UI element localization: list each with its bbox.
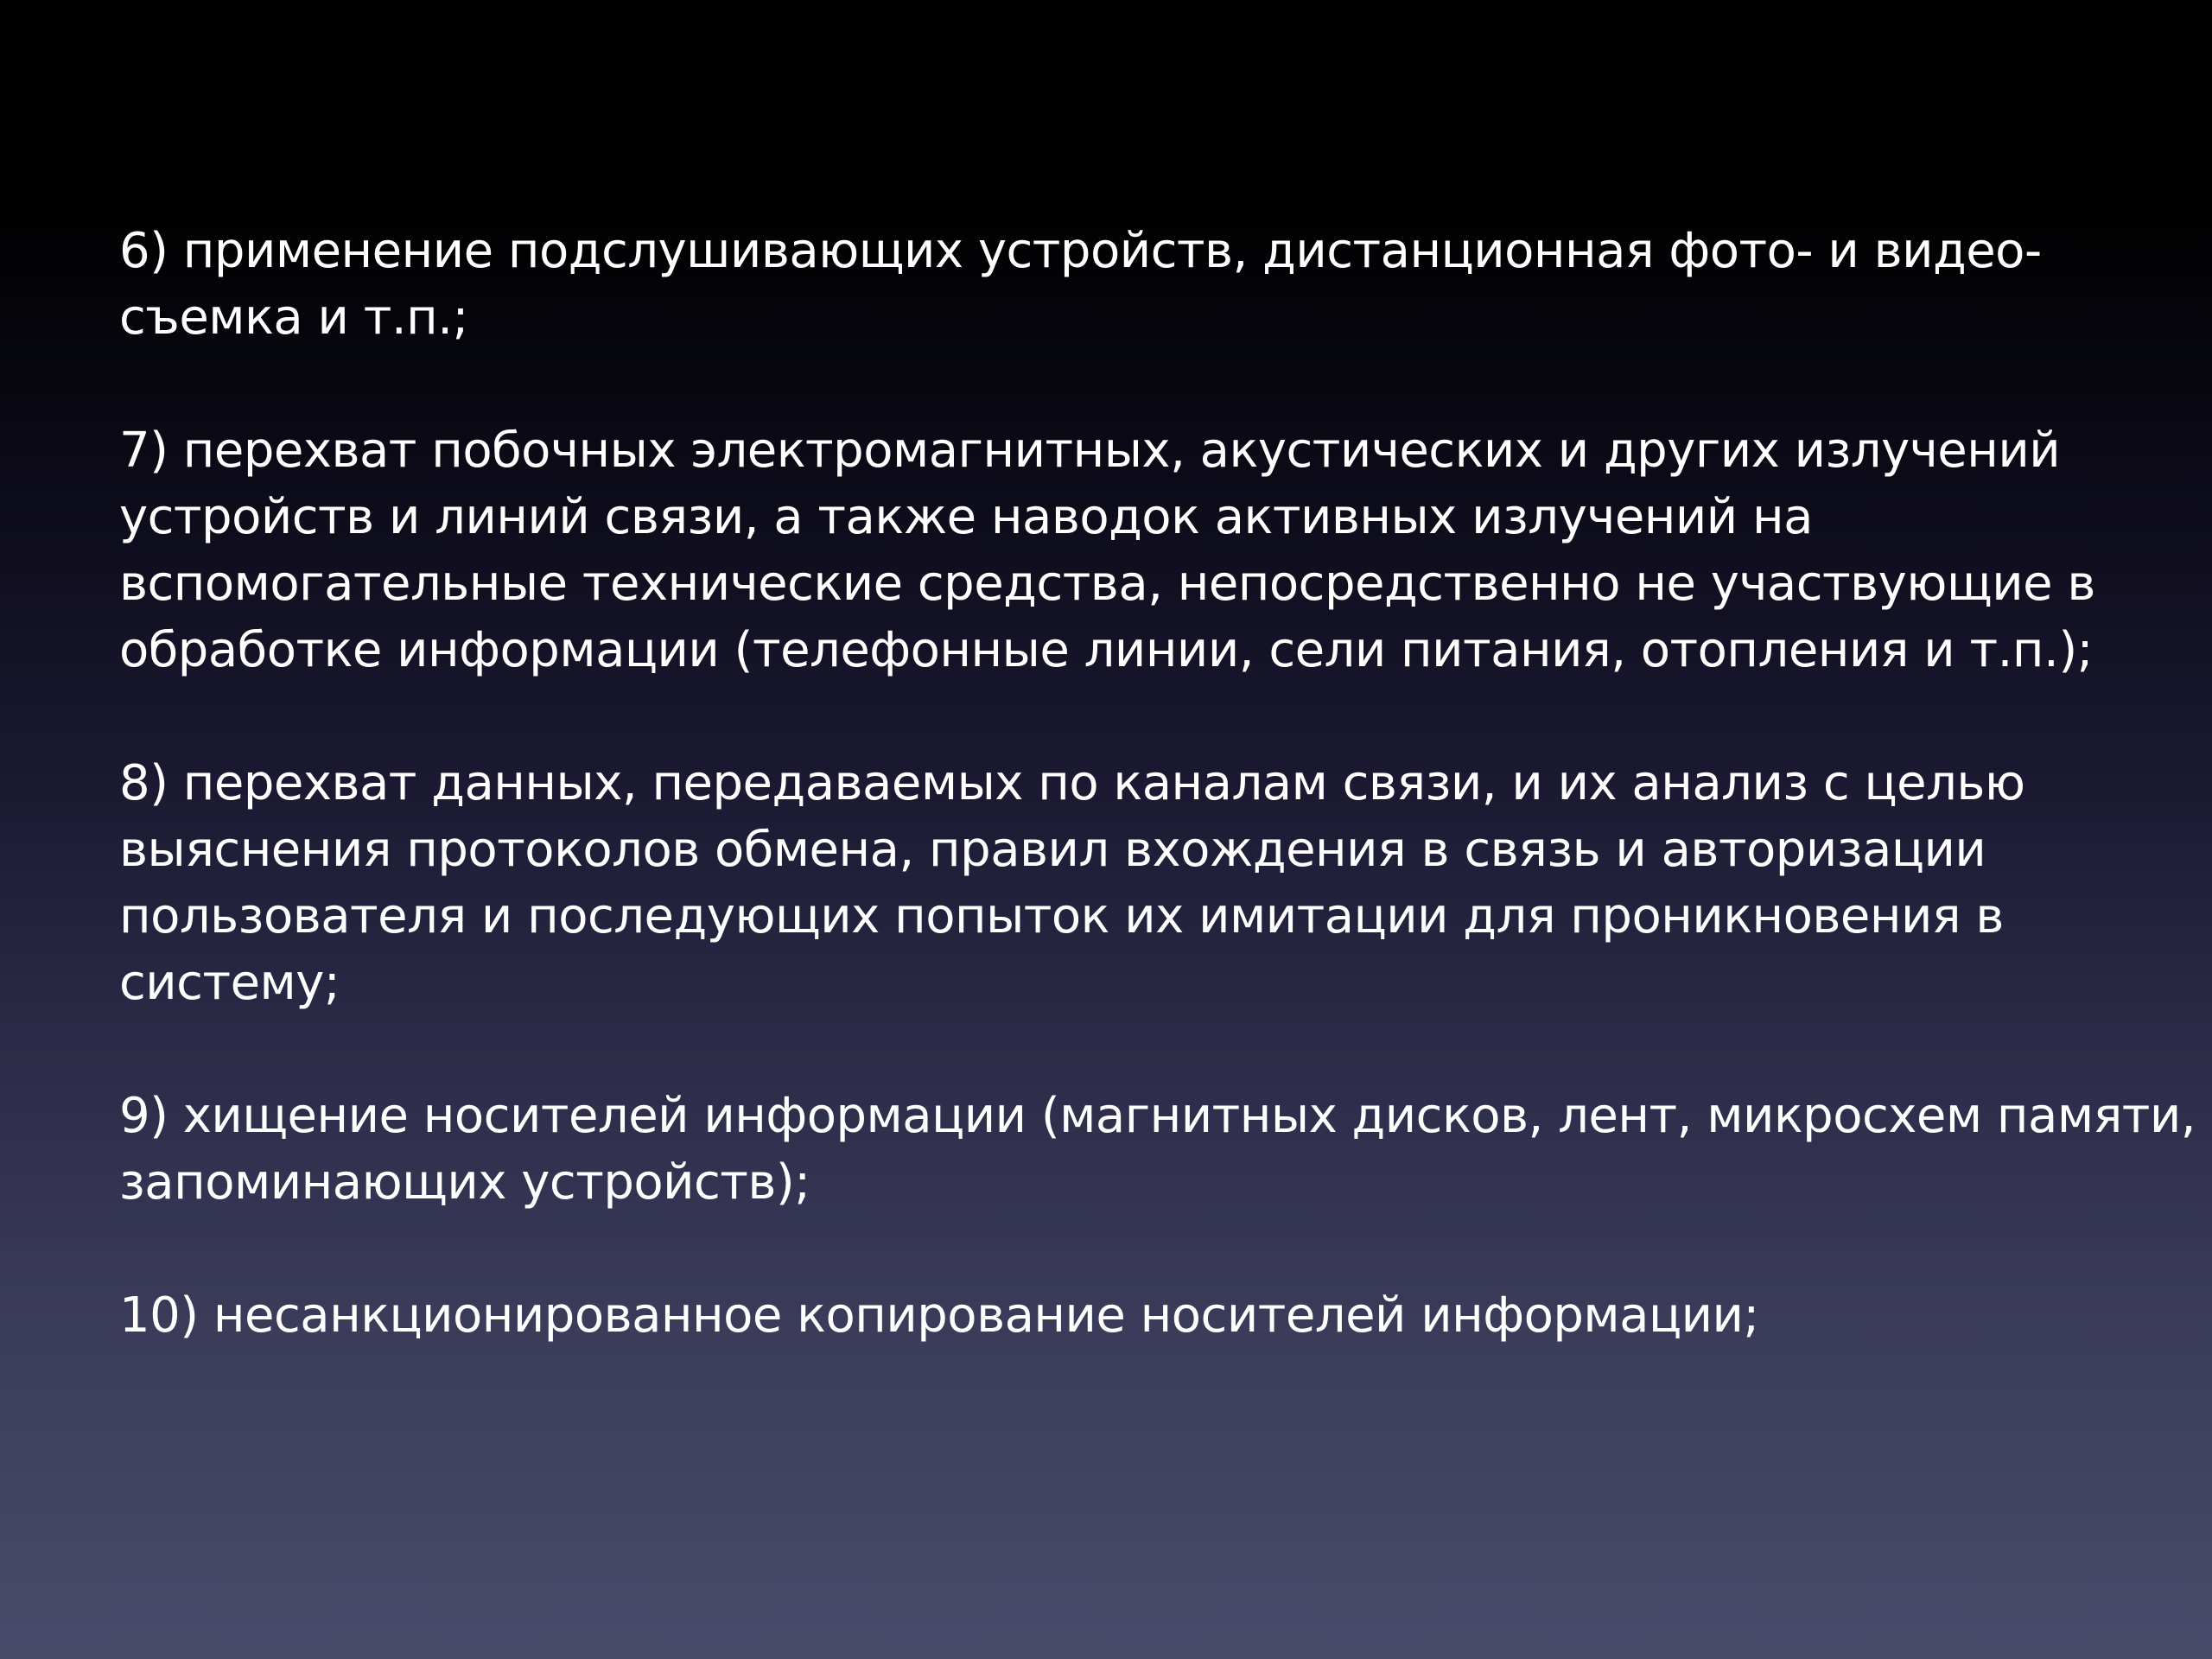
list-item xyxy=(119,417,2107,683)
list-item-line: запоминающих устройств); xyxy=(119,1154,810,1211)
slide-body xyxy=(119,218,2196,1415)
list-item-line: 8) перехват данных, передаваемых по каналам связи, и их анализ с целью xyxy=(119,755,2025,811)
list-item xyxy=(119,1282,2107,1349)
list-item-line: съемка и т.п.; xyxy=(119,289,468,346)
list-item-line: 6) применение подслушивающих устройств, дистанционная фото- и видео- xyxy=(119,223,2042,279)
list-item-line: 7) перехват побочных электромагнитных, акустических и других излучений xyxy=(119,423,2061,479)
list-item-line: 10) несанкционированное копирование носителей информации; xyxy=(119,1287,1759,1344)
list-item-line: вспомогательные технические средства, непосредственно не участвующие в xyxy=(119,556,2095,612)
list-item xyxy=(119,750,2107,1016)
list-item-line: пользователя и последующих попыток их имитации для проникновения в xyxy=(119,888,2004,944)
list-item-line: устройств и линий связи, а также наводок активных излучений на xyxy=(119,489,1813,545)
list-item-line: систему; xyxy=(119,955,340,1011)
list-item-line: обработке информации (телефонные линии, сели питания, отопления и т.п.); xyxy=(119,622,2094,678)
list-item-line: 9) хищение носителей информации (магнитных дисков, лент, микросхем памяти, xyxy=(119,1088,2196,1144)
list-item-line: выяснения протоколов обмена, правил вхождения в связь и авторизации xyxy=(119,822,1986,878)
list-item xyxy=(119,218,2107,351)
list-item xyxy=(119,1083,2196,1216)
